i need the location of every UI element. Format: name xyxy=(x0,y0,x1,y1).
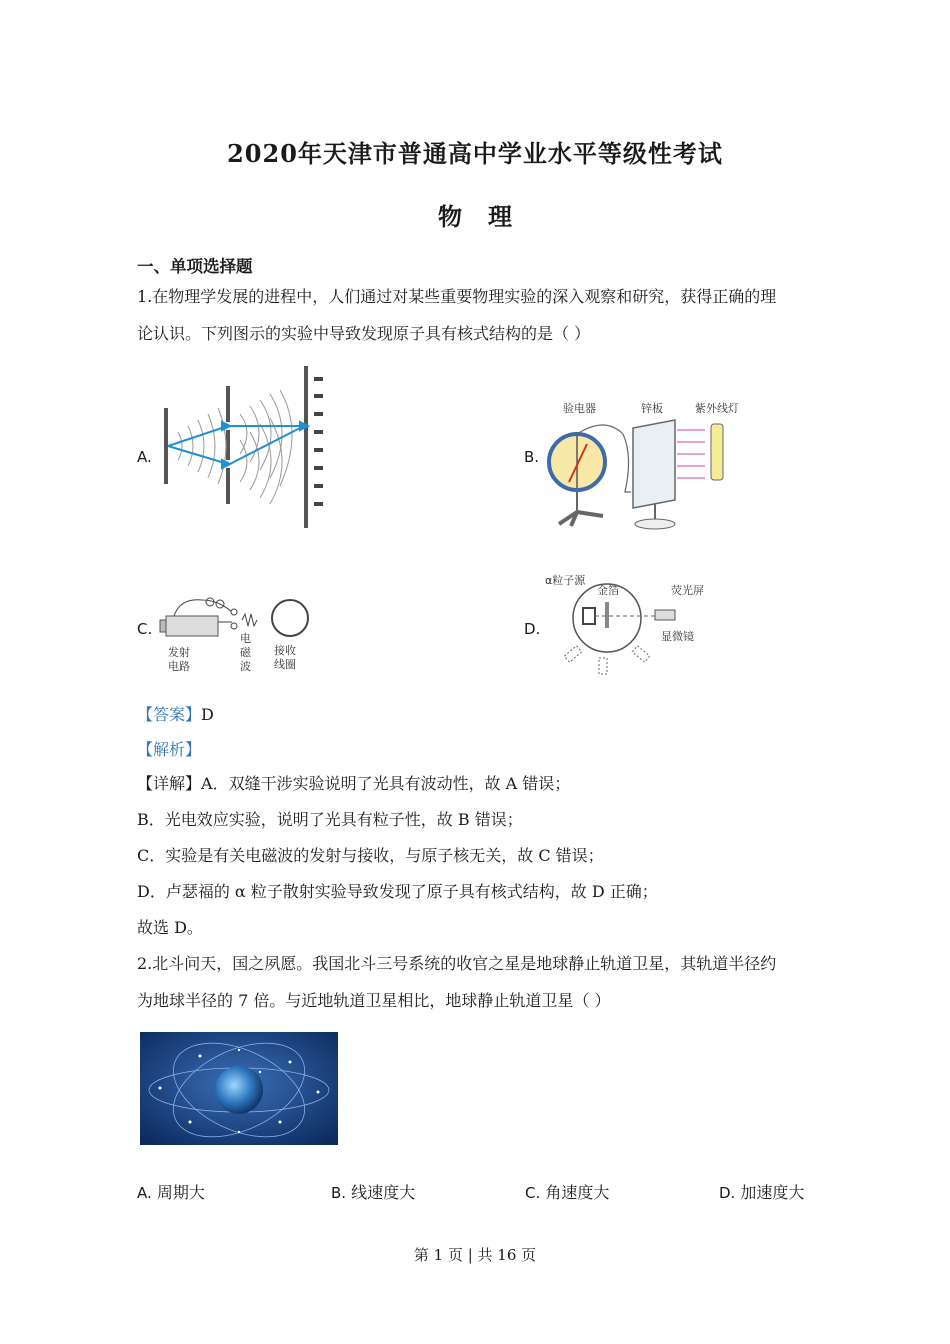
q1-stem-line1: 1.在物理学发展的进程中，人们通过对某些重要物理实验的深入观察和研究，获得正确的理 xyxy=(137,287,777,306)
page-title: 2020年天津市普通高中学业水平等级性考试 xyxy=(227,139,723,168)
fig-label-microscope: 显微镜 xyxy=(661,630,694,643)
q2-option-a xyxy=(137,1182,205,1204)
q2-option-a-label: A. xyxy=(137,1184,152,1202)
q2-option-c-label: C. xyxy=(525,1184,541,1202)
fig-label-alpha-source: α粒子源 xyxy=(545,574,586,587)
fig-label-uv-lamp: 紫外线灯 xyxy=(695,402,739,415)
q1-option-a-label: A. xyxy=(137,448,152,466)
fig-label-screen: 荧光屏 xyxy=(671,584,704,597)
q2-option-a-text: 周期大 xyxy=(156,1183,205,1202)
photoelectric-figure xyxy=(545,396,785,536)
fig-label-receiver-1: 接收 xyxy=(274,644,296,657)
q1-stem-line2: 论认识。下列图示的实验中导致发现原子具有核式结构的是（ ） xyxy=(137,324,591,343)
q1-answer xyxy=(137,704,214,726)
q2-option-b xyxy=(331,1182,415,1204)
q2-option-d-label: D. xyxy=(719,1184,736,1202)
detail-line-3: C．实验是有关电磁波的发射与接收，与原子核无关，故 C 错误； xyxy=(137,846,604,865)
double-slit-figure xyxy=(158,362,338,532)
fig-label-em-1: 电 xyxy=(240,632,251,645)
fig-label-zinc-plate: 锌板 xyxy=(641,402,663,415)
fig-label-electroscope: 验电器 xyxy=(563,402,596,415)
fig-label-em-3: 波 xyxy=(240,660,251,673)
detail-line-1 xyxy=(137,773,570,795)
page-footer: 第 1 页 | 共 16 页 xyxy=(413,1246,537,1264)
q2-option-b-text: 线速度大 xyxy=(351,1183,416,1202)
detail-tag: 【详解】 xyxy=(137,774,202,793)
analysis-tag: 【解析】 xyxy=(137,740,202,759)
q2-option-c xyxy=(525,1182,609,1204)
detail-line-5: 故选 D。 xyxy=(137,918,203,937)
alpha-scattering-figure xyxy=(545,570,715,678)
fig-label-receiver-2: 线圈 xyxy=(274,658,296,671)
q2-stem-line1: 2.北斗问天，国之夙愿。我国北斗三号系统的收官之星是地球静止轨道卫星，其轨道半径约 xyxy=(137,954,777,973)
answer-tag: 【答案】 xyxy=(137,705,202,724)
q2-stem-line2: 为地球半径的 7 倍。与近地轨道卫星相比，地球静止轨道卫星（ ） xyxy=(137,991,611,1010)
detail-line-4: D．卢瑟福的 α 粒子散射实验导致发现了原子具有核式结构，故 D 正确； xyxy=(137,882,658,901)
subject-title: 物理 xyxy=(438,202,538,231)
q1-option-b-label: B. xyxy=(524,448,540,466)
q1-option-d-label: D. xyxy=(524,620,541,638)
detail-a-text: A．双缝干涉实验说明了光具有波动性，故 A 错误； xyxy=(201,774,571,793)
q2-option-d-text: 加速度大 xyxy=(740,1183,805,1202)
detail-line-2: B．光电效应实验，说明了光具有粒子性，故 B 错误； xyxy=(137,810,523,829)
fig-label-transmitter-1: 发射 xyxy=(168,646,190,659)
q1-option-c-label: C. xyxy=(137,620,153,638)
section-heading: 一、单项选择题 xyxy=(137,257,253,276)
q2-option-d xyxy=(719,1182,804,1204)
fig-label-transmitter-2: 电路 xyxy=(168,660,190,673)
beidou-satellite-image xyxy=(140,1032,338,1145)
q2-option-b-label: B. xyxy=(331,1184,347,1202)
q2-option-c-text: 角速度大 xyxy=(545,1183,610,1202)
answer-value: D xyxy=(201,705,214,724)
fig-label-gold-foil: 金箔 xyxy=(597,584,619,597)
em-wave-figure xyxy=(158,582,318,676)
fig-label-em-2: 磁 xyxy=(240,646,251,659)
